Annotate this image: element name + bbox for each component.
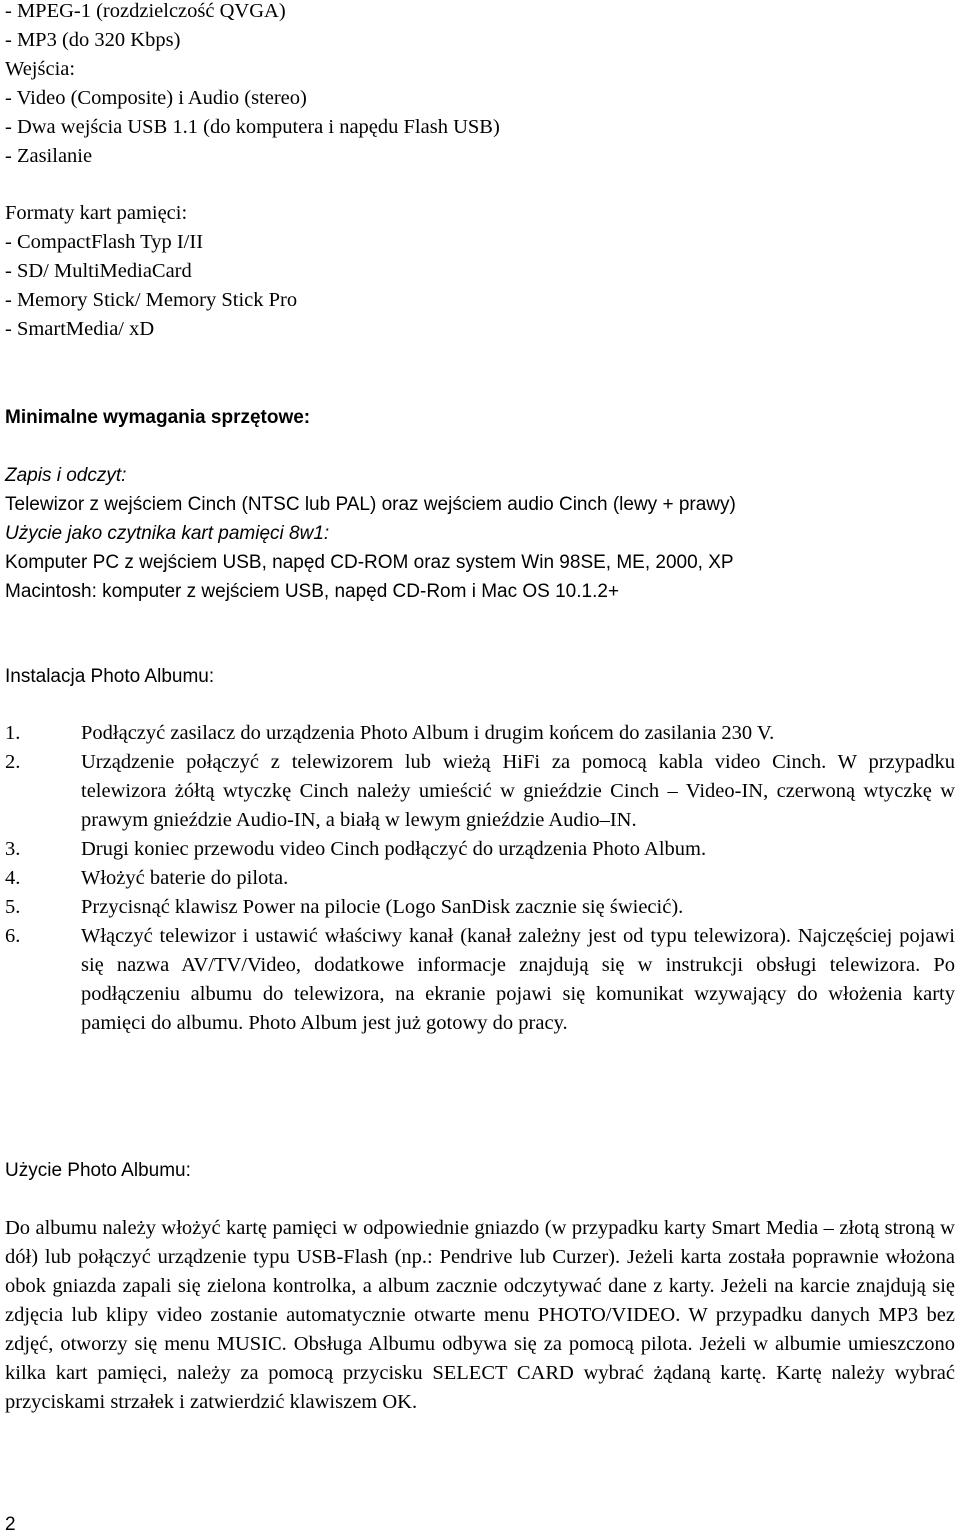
step-number: 1. bbox=[5, 722, 21, 744]
input-item-usb: - Dwa wejścia USB 1.1 (do komputera i napędu Flash USB) bbox=[5, 116, 500, 138]
step-text: Urządzenie połączyć z telewizorem lub wieżą HiFi za pomocą kabla video Cinch. W przypadku telewizora żółtą wtyczkę Cinch należy umieścić w gnieździe Cinch – Video-IN, czerwoną wtyczkę w prawym gnieździe Audio-IN, a białą w lewym gnieździe Audio–IN. bbox=[81, 751, 955, 831]
card-formats-heading: Formaty kart pamięci: bbox=[5, 202, 188, 224]
input-item-power: - Zasilanie bbox=[5, 145, 93, 167]
usage-paragraph: Do albumu należy włożyć kartę pamięci w odpowiednie gniazdo (w przypadku karty Smart Media – złotą stroną w dół) lub połączyć urządzenie typu USB-Flash (np.: Pendrive lub Curzer). Jeżeli karta została poprawnie włożona obok gniazda zapali się zielona kontrolka, a album zacznie odczytywać dane z karty. Jeżeli na karcie znajdują się zdjęcia lub klipy video zostanie automatycznie otwarte menu PHOTO/VIDEO. W przypadku danych MP3 bez zdjęć, otworzy się menu MUSIC. Obsługa Albumu odbywa się za pomocą pilota. Jeżeli w albumie umieszczono kilka kart pamięci, należy za pomocą przycisku SELECT CARD wybrać żądaną kartę. Kartę należy wybrać przyciskami strzałek i zatwierdzić klawiszem OK. bbox=[5, 1217, 955, 1413]
installation-step bbox=[5, 748, 955, 835]
input-item-video-audio: - Video (Composite) i Audio (stereo) bbox=[5, 87, 307, 109]
installation-step bbox=[5, 893, 955, 922]
requirements-heading: Minimalne wymagania sprzętowe: bbox=[5, 407, 311, 428]
step-text: Podłączyć zasilacz do urządzenia Photo Album i drugim końcem do zasilania 230 V. bbox=[81, 722, 775, 744]
installation-steps bbox=[5, 719, 955, 1038]
card-format-item: - CompactFlash Typ I/II bbox=[5, 231, 204, 253]
installation-step bbox=[5, 719, 955, 748]
card-format-item: - SD/ MultiMediaCard bbox=[5, 260, 192, 282]
installation-step bbox=[5, 922, 955, 1038]
playback-requirements: Telewizor z wejściem Cinch (NTSC lub PAL) oraz wejściem audio Cinch (lewy + prawy) bbox=[5, 494, 736, 515]
step-number: 5. bbox=[5, 896, 21, 918]
usage-heading: Użycie Photo Albumu: bbox=[5, 1160, 191, 1181]
installation-step bbox=[5, 835, 955, 864]
installation-heading: Instalacja Photo Albumu: bbox=[5, 666, 215, 687]
format-item-mpeg1: - MPEG-1 (rozdzielczość QVGA) bbox=[5, 0, 286, 22]
step-text: Włączyć telewizor i ustawić właściwy kanał (kanał zależny jest od typu telewizora). Najczęściej pojawi się nazwa AV/TV/Video, dodatkowe informacje znajdują się w instrukcji obsługi telewizora. Po podłączeniu albumu do telewizora, na ekranie pojawi się komunikat wzywający do włożenia karty pamięci do albumu. Photo Album jest już gotowy do pracy. bbox=[81, 925, 955, 1034]
format-item-mp3: - MP3 (do 320 Kbps) bbox=[5, 29, 181, 51]
step-number: 2. bbox=[5, 751, 21, 773]
installation-step bbox=[5, 864, 955, 893]
step-text: Przycisnąć klawisz Power na pilocie (Logo SanDisk zacznie się świecić). bbox=[81, 896, 684, 918]
playback-label: Zapis i odczyt: bbox=[5, 465, 127, 486]
step-number: 4. bbox=[5, 867, 21, 889]
page-number: 2 bbox=[5, 1514, 16, 1535]
step-text: Włożyć baterie do pilota. bbox=[81, 867, 289, 889]
step-text: Drugi koniec przewodu video Cinch podłączyć do urządzenia Photo Album. bbox=[81, 838, 707, 860]
pc-requirements: Komputer PC z wejściem USB, napęd CD-ROM oraz system Win 98SE, ME, 2000, XP bbox=[5, 552, 734, 573]
step-number: 6. bbox=[5, 925, 21, 947]
step-number: 3. bbox=[5, 838, 21, 860]
reader-label: Użycie jako czytnika kart pamięci 8w1: bbox=[5, 523, 330, 544]
mac-requirements: Macintosh: komputer z wejściem USB, napęd CD-Rom i Mac OS 10.1.2+ bbox=[5, 581, 620, 602]
card-format-item: - SmartMedia/ xD bbox=[5, 318, 155, 340]
card-format-item: - Memory Stick/ Memory Stick Pro bbox=[5, 289, 298, 311]
inputs-heading: Wejścia: bbox=[5, 58, 76, 80]
